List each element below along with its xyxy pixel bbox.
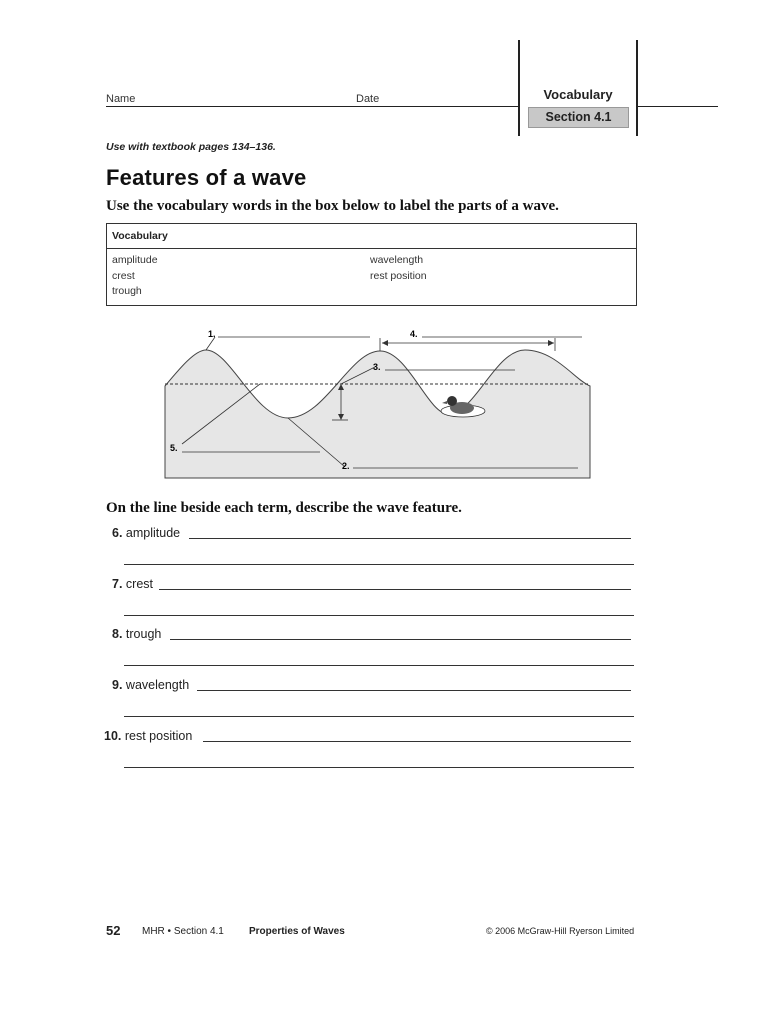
vocabulary-tab — [518, 40, 638, 136]
question-6 — [104, 526, 632, 566]
question-term: rest position — [124, 729, 193, 743]
vocabulary-box-header — [107, 224, 636, 249]
instruction-describe: On the line beside each term, describe the wave feature. — [106, 500, 462, 516]
answer-line[interactable] — [189, 538, 631, 539]
vocabulary-box — [106, 223, 637, 306]
page-number: 52 — [106, 923, 121, 938]
question-number: 10. — [104, 729, 122, 743]
question-term: amplitude — [125, 526, 181, 540]
question-7 — [104, 577, 632, 617]
answer-line[interactable] — [124, 615, 634, 616]
vocab-word: rest position — [370, 270, 427, 282]
name-label: Name — [106, 93, 136, 105]
answer-line[interactable] — [159, 589, 631, 590]
diagram-label-2: 2. — [342, 461, 350, 471]
answer-line[interactable] — [124, 564, 634, 565]
name-date-line[interactable] — [106, 106, 518, 107]
answer-line[interactable] — [124, 767, 634, 768]
question-term: crest — [125, 577, 154, 591]
question-number: 8. — [112, 627, 123, 641]
answer-line[interactable] — [124, 716, 634, 717]
date-label: Date — [356, 93, 380, 105]
page-title: Features of a wave — [106, 165, 307, 190]
footer-copyright: © 2006 McGraw-Hill Ryerson Limited — [486, 926, 635, 936]
answer-line[interactable] — [197, 690, 631, 691]
vocab-word: trough — [112, 285, 142, 297]
question-10 — [104, 729, 632, 769]
diagram-label-3: 3. — [373, 362, 381, 372]
footer-chapter: Properties of Waves — [249, 926, 345, 937]
section-badge: Section 4.1 — [528, 107, 629, 128]
vocab-word: amplitude — [112, 254, 158, 266]
answer-line[interactable] — [170, 639, 631, 640]
footer-book: MHR • Section 4.1 — [142, 926, 224, 937]
question-number: 6. — [112, 526, 123, 540]
answer-line[interactable] — [124, 665, 634, 666]
diagram-label-4: 4. — [410, 329, 418, 339]
vocab-word: wavelength — [370, 254, 424, 266]
question-number: 9. — [112, 678, 123, 692]
instruction-vocabulary: Use the vocabulary words in the box below to label the parts of a wave. — [106, 198, 559, 214]
question-9 — [104, 678, 632, 718]
diagram-label-5: 5. — [170, 443, 178, 453]
question-number: 7. — [112, 577, 123, 591]
question-8 — [104, 627, 632, 667]
vocab-word: crest — [112, 270, 135, 282]
diagram-label-1: 1. — [208, 329, 216, 339]
question-term: wavelength — [125, 678, 190, 692]
tab-title: Vocabulary — [543, 87, 613, 102]
vocabulary-box-heading: Vocabulary — [112, 230, 168, 242]
question-term: trough — [125, 627, 162, 641]
wave-diagram — [160, 320, 600, 480]
answer-line[interactable] — [203, 741, 631, 742]
header-rule-right — [634, 106, 718, 107]
textbook-page-reference: Use with textbook pages 134–136. — [106, 141, 276, 153]
